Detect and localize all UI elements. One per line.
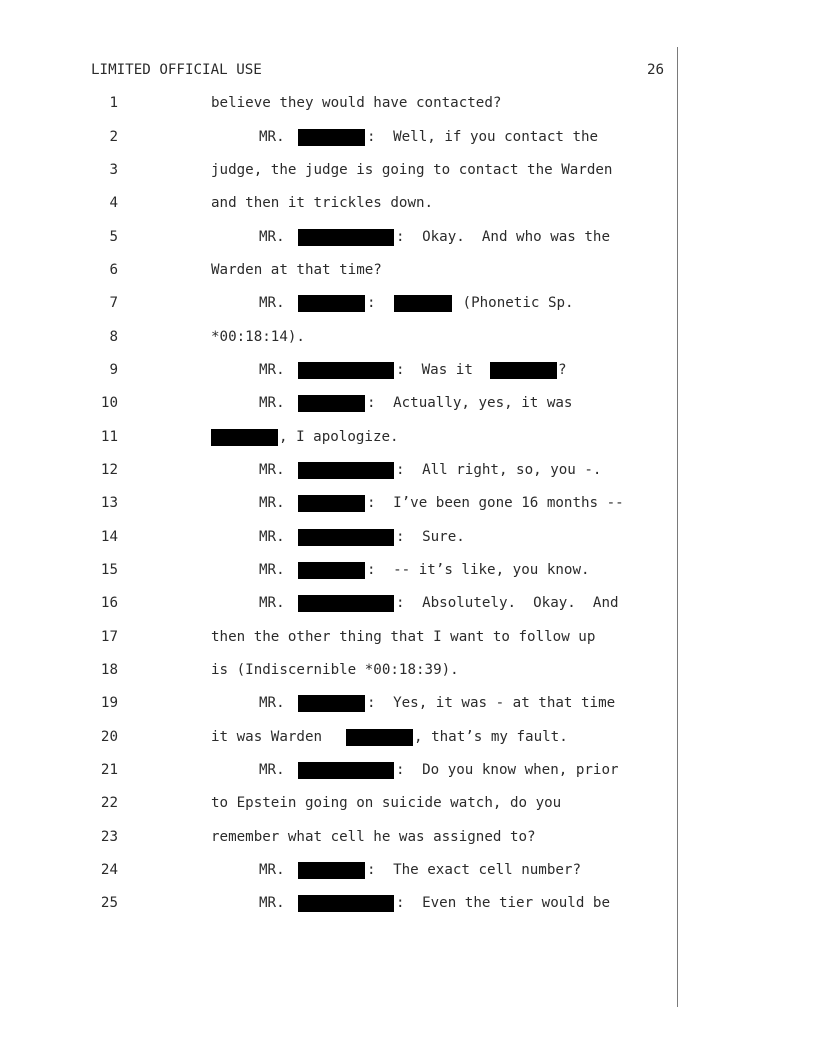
line-number: 1: [109, 95, 118, 111]
redaction-box: [298, 695, 365, 715]
redaction-box: [346, 729, 413, 749]
line-text: All right, so, you -.: [405, 462, 602, 478]
redaction-box: [298, 595, 394, 615]
line-text: Absolutely. Okay. And: [405, 595, 619, 611]
line-number: 2: [109, 129, 118, 145]
speaker-colon: :: [396, 895, 405, 911]
line-number: 8: [109, 329, 118, 345]
speaker-colon: :: [367, 129, 376, 145]
line-number: 9: [109, 362, 118, 378]
line-text: (Phonetic Sp.: [454, 295, 574, 311]
line-text: , I apologize.: [279, 429, 399, 445]
speaker-label: MR.: [259, 295, 285, 311]
line-text: Yes, it was - at that time: [376, 695, 616, 711]
speaker-colon: :: [367, 295, 376, 311]
speaker-label: MR.: [259, 229, 285, 245]
line-text: : Was it: [396, 362, 482, 378]
speaker-colon: :: [367, 695, 376, 711]
redaction-box: [298, 529, 394, 549]
line-number: 10: [100, 395, 118, 411]
redaction-box: [211, 429, 278, 449]
line-number: 22: [100, 795, 118, 811]
speaker-colon: :: [367, 495, 376, 511]
speaker-label: MR.: [259, 695, 285, 711]
speaker-colon: :: [367, 562, 376, 578]
speaker-label: MR.: [259, 129, 285, 145]
speaker-label: MR.: [259, 595, 285, 611]
speaker-label: MR.: [259, 495, 285, 511]
line-number: 24: [100, 862, 118, 878]
speaker-label: MR.: [259, 562, 285, 578]
redaction-box: [298, 129, 365, 149]
line-number: 11: [100, 429, 118, 445]
line-text: it was Warden: [211, 729, 331, 745]
line-text: ?: [558, 362, 567, 378]
line-text: then the other thing that I want to follow up: [211, 629, 596, 645]
line-number: 14: [100, 529, 118, 545]
right-margin-rule: [677, 47, 678, 1007]
line-text: and then it trickles down.: [211, 195, 434, 211]
speaker-colon: :: [396, 462, 405, 478]
line-text: Do you know when, prior: [405, 762, 619, 778]
line-text: Even the tier would be: [405, 895, 610, 911]
line-number: 23: [100, 829, 118, 845]
redaction-box: [298, 395, 365, 415]
line-number: 6: [109, 262, 118, 278]
redaction-box: [298, 895, 394, 915]
speaker-label: MR.: [259, 862, 285, 878]
line-text: Well, if you contact the: [376, 129, 599, 145]
line-number: 5: [109, 229, 118, 245]
line-text: believe they would have contacted?: [211, 95, 502, 111]
line-number: 21: [100, 762, 118, 778]
speaker-label: MR.: [259, 395, 285, 411]
line-text: , that’s my fault.: [414, 729, 568, 745]
line-text: Okay. And who was the: [405, 229, 610, 245]
line-number: 3: [109, 162, 118, 178]
line-number: 18: [100, 662, 118, 678]
redaction-box: [298, 295, 365, 315]
speaker-colon: :: [396, 229, 405, 245]
line-text: *00:18:14).: [211, 329, 305, 345]
speaker-colon: :: [367, 862, 376, 878]
redaction-box: [298, 362, 394, 382]
line-text: Warden at that time?: [211, 262, 382, 278]
redaction-box: [298, 762, 394, 782]
line-text: The exact cell number?: [376, 862, 581, 878]
redaction-box: [298, 462, 394, 482]
speaker-label: MR.: [259, 362, 285, 378]
line-number: 19: [100, 695, 118, 711]
line-number: 13: [100, 495, 118, 511]
line-text: to Epstein going on suicide watch, do you: [211, 795, 562, 811]
line-text: I’ve been gone 16 months --: [376, 495, 624, 511]
line-number: 17: [100, 629, 118, 645]
line-text: Actually, yes, it was: [376, 395, 573, 411]
line-number: 12: [100, 462, 118, 478]
speaker-colon: :: [396, 762, 405, 778]
classification-header: LIMITED OFFICIAL USE: [91, 62, 262, 78]
redaction-box: [298, 495, 365, 515]
line-number: 15: [100, 562, 118, 578]
redaction-box: [298, 562, 365, 582]
speaker-label: MR.: [259, 895, 285, 911]
speaker-label: MR.: [259, 462, 285, 478]
line-text: is (Indiscernible *00:18:39).: [211, 662, 459, 678]
line-number: 20: [100, 729, 118, 745]
speaker-colon: :: [396, 595, 405, 611]
redaction-box: [490, 362, 557, 382]
redaction-box: [394, 295, 452, 315]
redaction-box: [298, 862, 365, 882]
line-number: 4: [109, 195, 118, 211]
speaker-colon: :: [367, 395, 376, 411]
line-number: 16: [100, 595, 118, 611]
speaker-label: MR.: [259, 529, 285, 545]
speaker-colon: :: [396, 529, 405, 545]
redaction-box: [298, 229, 394, 249]
line-text: judge, the judge is going to contact the Warden: [211, 162, 613, 178]
line-number: 7: [109, 295, 118, 311]
line-text: remember what cell he was assigned to?: [211, 829, 536, 845]
line-text: -- it’s like, you know.: [376, 562, 590, 578]
line-text: Sure.: [405, 529, 465, 545]
speaker-label: MR.: [259, 762, 285, 778]
line-number: 25: [100, 895, 118, 911]
page-number: 26: [647, 62, 665, 78]
